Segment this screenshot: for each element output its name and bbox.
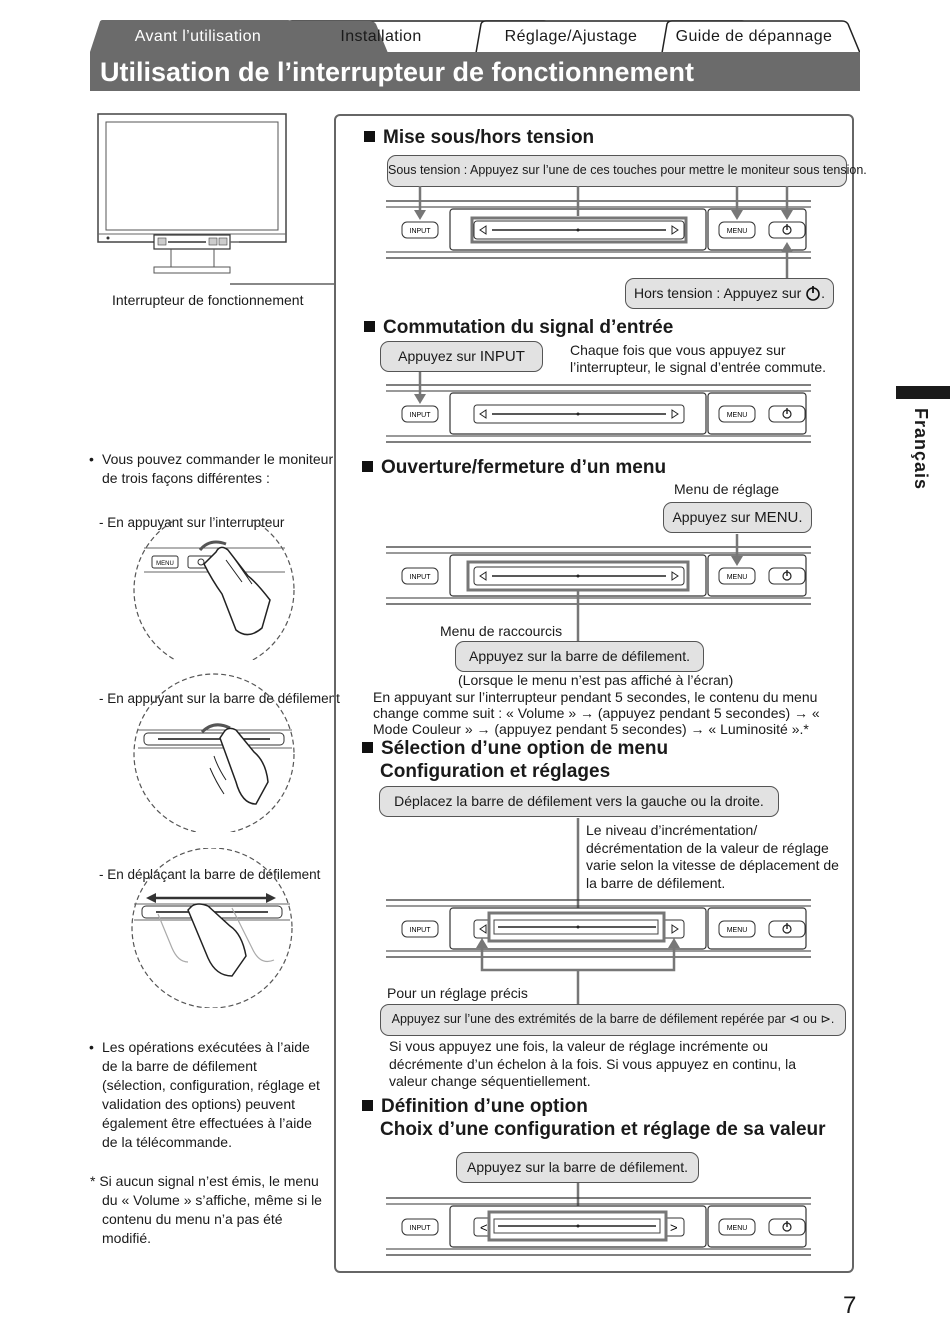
hold-note: En appuyant sur l’interrupteur pendant 5 secondes, le contenu du menu change comme suit : « Volume » → (appuyez pendant 5 secondes) → « Mode Couleur » → (appuyez pendant 5 secondes) → « Luminosité ».*	[373, 689, 820, 737]
power-icon	[805, 285, 821, 301]
select-pill: Déplacez la barre de défilement vers la gauche ou la droite.	[379, 786, 779, 817]
ops-bullet: •	[89, 1039, 94, 1055]
shortcut-label: Menu de raccourcis	[440, 623, 563, 639]
language-tab: Français	[911, 408, 931, 491]
tab-label-3[interactable]: Réglage/Ajustage	[504, 28, 638, 45]
shortcut-note: (Lorsque le menu n’est pas affiché à l’écran)	[458, 672, 734, 688]
fine-note: Si vous appuyez une fois, la valeur de réglage incrémente ou décrémente d’un échelon à la fois. Si vous appuyez en continu, la valeur change séquentiellement.	[389, 1038, 797, 1089]
menu-settings-label: Menu de réglage	[674, 481, 780, 497]
control-strip-input	[386, 370, 816, 450]
power-off-pill: Hors tension : Appuyez sur .	[625, 278, 834, 309]
svg-text:INPUT: INPUT	[409, 927, 431, 934]
section-power-heading: Mise sous/hors tension	[364, 127, 594, 149]
input-note: Chaque fois que vous appuyez sur l’interrupteur, le signal d’entrée commute.	[570, 342, 827, 375]
svg-text:MENU: MENU	[726, 228, 748, 235]
method-2-illustration	[130, 672, 300, 832]
control-strip-select	[386, 816, 816, 1006]
tab-label-1[interactable]: Avant l’utilisation	[134, 28, 262, 45]
define-pill: Appuyez sur la barre de défilement.	[456, 1152, 699, 1183]
page-title: Utilisation de l’interrupteur de fonctionnement	[100, 57, 695, 87]
section-select-subheading: Configuration et réglages	[380, 761, 611, 782]
svg-text:<: <	[480, 1220, 488, 1235]
fine-pill: Appuyez sur l’une des extrémités de la barre de défilement repérée par ⊲ ou ⊳.	[380, 1004, 846, 1036]
method-2-label: - En appuyant sur la barre de défilement	[99, 691, 340, 706]
language-tab-marker	[896, 386, 950, 399]
svg-text:MENU: MENU	[156, 561, 174, 567]
fine-label: Pour un réglage précis	[387, 985, 528, 1001]
intro-bullet: •	[89, 451, 94, 467]
section-define-heading: Définition d’une option	[362, 1096, 588, 1118]
svg-text:INPUT: INPUT	[409, 574, 431, 581]
control-strip-define	[386, 1183, 816, 1263]
monitor-caption: Interrupteur de fonctionnement	[112, 292, 304, 308]
menu-pill: Appuyez sur MENU.	[663, 502, 812, 533]
page-number: 7	[843, 1292, 857, 1319]
svg-text:INPUT: INPUT	[409, 412, 431, 419]
control-strip-power	[386, 186, 816, 286]
speed-note: Le niveau d’incrémentation/ décrémentation de la valeur de réglage varie selon la vitesse de déplacement de la barre de défilement.	[586, 822, 839, 891]
tab-label-4[interactable]: Guide de dépannage	[675, 28, 833, 45]
method-1-illustration	[130, 520, 300, 660]
method-3-illustration	[128, 848, 298, 1008]
svg-text:MENU: MENU	[726, 412, 748, 419]
method-1-label: - En appuyant sur l’interrupteur	[99, 515, 285, 530]
power-on-pill: Sous tension : Appuyez sur l’une de ces touches pour mettre le moniteur sous tension.	[387, 155, 847, 187]
page-title-bar	[90, 52, 860, 91]
monitor-leader-line	[230, 114, 338, 294]
intro-text: Vous pouvez commander le moniteur de trois façons différentes :	[102, 451, 334, 486]
section-define-subheading: Choix d’une configuration et réglage de sa valeur	[380, 1119, 826, 1140]
ops-note: Les opérations exécutées à l’aide de la barre de défilement (sélection, configuration, réglage et validation des options) peuvent également être effectuées à l’aide de la télécommande.	[102, 1039, 320, 1150]
footnote: * Si aucun signal n’est émis, le menu du « Volume » s’affiche, même si le contenu du menu n’a pas été modifié.	[90, 1173, 322, 1246]
svg-text:INPUT: INPUT	[409, 228, 431, 235]
tab-label-2[interactable]: Installation	[340, 28, 422, 45]
svg-text:MENU: MENU	[726, 1225, 748, 1232]
input-pill: Appuyez sur INPUT	[380, 341, 543, 372]
section-input-heading: Commutation du signal d’entrée	[364, 317, 673, 339]
svg-text:INPUT: INPUT	[409, 1225, 431, 1232]
shortcut-pill: Appuyez sur la barre de défilement.	[455, 641, 704, 672]
svg-text:>: >	[670, 1220, 678, 1235]
section-select-heading: Sélection d’une option de menu	[362, 738, 668, 760]
svg-text:MENU: MENU	[726, 927, 748, 934]
section-menu-heading: Ouverture/fermeture d’un menu	[362, 457, 666, 479]
svg-text:MENU: MENU	[726, 574, 748, 581]
method-3-label: - En déplaçant la barre de défilement	[99, 867, 321, 882]
